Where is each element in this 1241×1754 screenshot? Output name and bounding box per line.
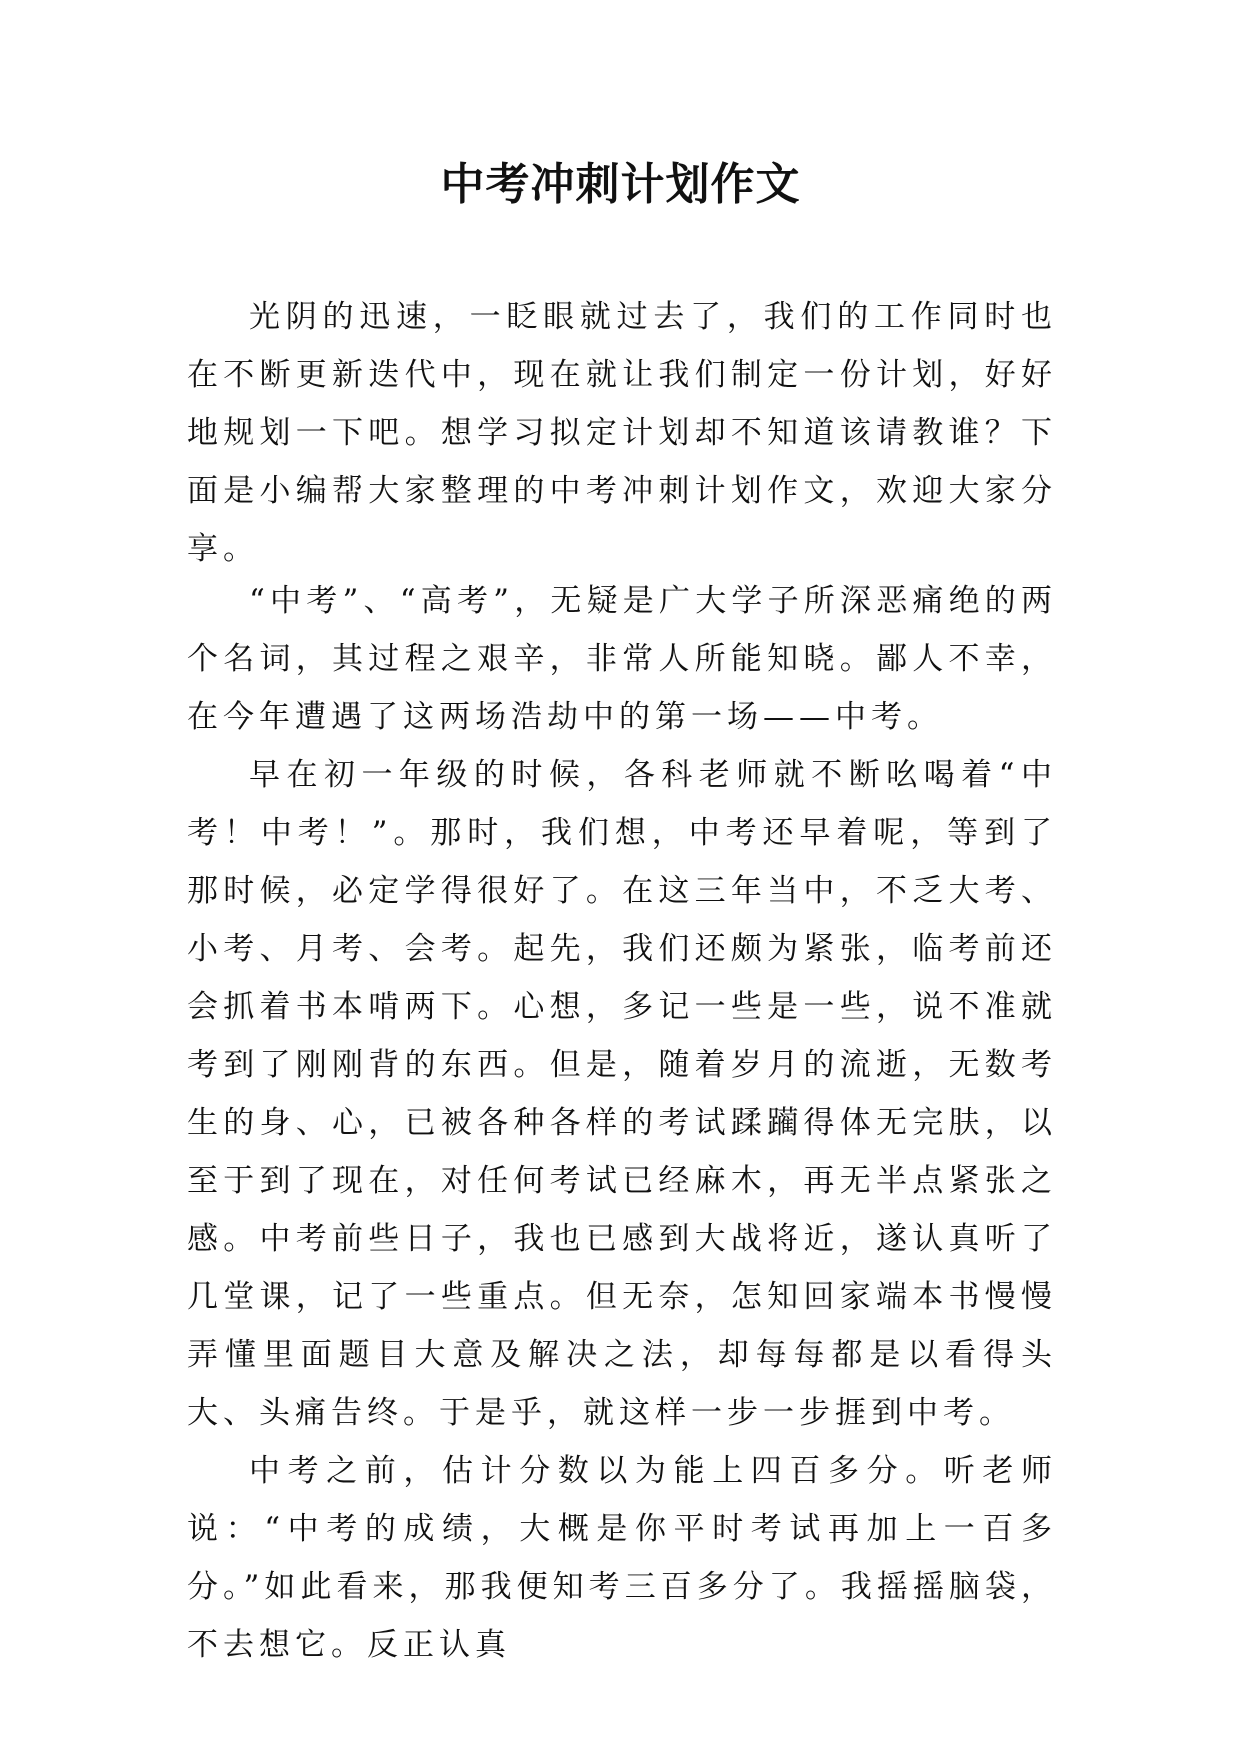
intro-section <box>187 288 1057 578</box>
essay-paragraph-2: 早在初一年级的时候，各科老师就不断吆喝着“中考！中考！”。那时，我们想，中考还早着呢，等到了那时候，必定学得很好了。在这三年当中，不乏大考、小考、月考、会考。起先，我们还颇为紧张，临考前还会抓着书本啃两下。心想，多记一些是一些，说不准就考到了刚刚背的东西。但是，随着岁月的流逝，无数考生的身、心，已被各种各样的考试蹂躏得体无完肤，以至于到了现在，对任何考试已经麻木，再无半点紧张之感。中考前些日子，我也已感到大战将近，遂认真听了几堂课，记了一些重点。但无奈，怎知回家端本书慢慢弄懂里面题目大意及解决之法，却每每都是以看得头大、头痛告终。于是乎，就这样一步一步捱到中考。 <box>187 757 1057 1431</box>
essay-paragraph-1: “中考”、“高考”，无疑是广大学子所深恶痛绝的两个名词，其过程之艰辛，非常人所能知晓。鄙人不幸，在今年遭遇了这两场浩劫中的第一场——中考。 <box>187 583 1057 735</box>
page-title: 中考冲刺计划作文 <box>440 159 801 210</box>
essay-body <box>187 572 1057 1674</box>
essay-paragraph-3: 中考之前，估计分数以为能上四百多分。听老师说：“中考的成绩，大概是你平时考试再加上一百多分。”如此看来，那我便知考三百多分了。我摇摇脑袋，不去想它。反正认真 <box>187 1453 1057 1663</box>
intro-paragraph: 光阴的迅速，一眨眼就过去了，我们的工作同时也在不断更新迭代中，现在就让我们制定一份计划，好好地规划一下吧。想学习拟定计划却不知道该请教谁？下面是小编帮大家整理的中考冲刺计划作文，欢迎大家分享。 <box>187 299 1057 567</box>
